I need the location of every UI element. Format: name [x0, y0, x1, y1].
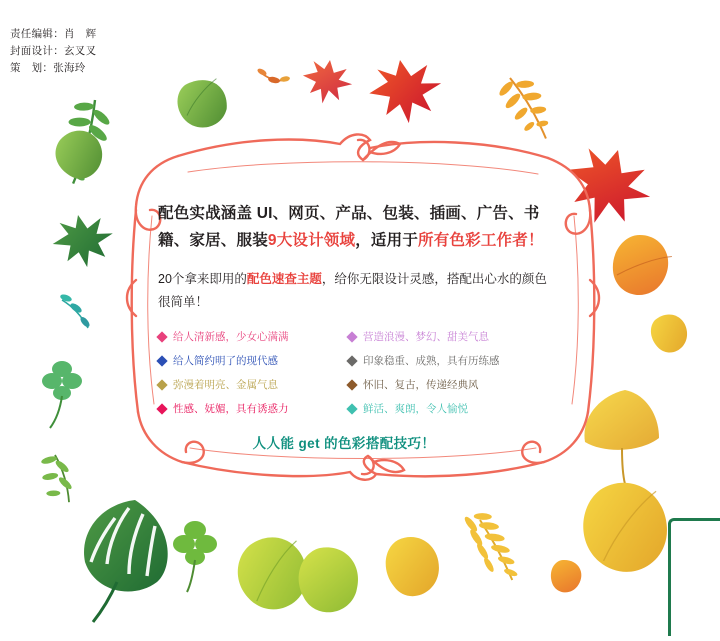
subheadline-accent: 配色速查主题 [246, 272, 322, 286]
subheadline-part2: ，给你无限设计灵感，搭配出心水的颜色很简单！ [158, 272, 547, 309]
list-item [158, 378, 340, 392]
headline-part1: 配色实战涵盖 UI、网页、产品、包装、插画、广告、书籍、家居、服装 [158, 205, 540, 249]
diamond-icon [156, 355, 167, 366]
bullet-label: 怀旧、复古，传递经典风 [363, 379, 479, 391]
footer-tagline: 人人能 get 的色彩搭配技巧！ [252, 436, 436, 451]
bullet-label: 给人简约明了的现代感 [173, 355, 278, 367]
leaf-fern-bottomright [452, 508, 529, 581]
headline-part2: ，适用于 [355, 232, 419, 249]
list-item [158, 402, 340, 416]
headline-accent-audience: 所有色彩工作者！ [418, 232, 544, 249]
leaf-sprig-orange-top [256, 67, 290, 84]
credits-block [10, 26, 96, 77]
credits-line-editor: 责任编辑：肖 辉 [10, 28, 97, 40]
bullet-label: 印象稳重、成熟，具有历练感 [363, 355, 500, 367]
list-item [158, 354, 340, 368]
leaf-clover-left [42, 361, 82, 428]
bullet-label: 营造浪漫、梦幻、甜美气息 [363, 331, 489, 343]
leaf-sprig-teal-left [59, 293, 91, 328]
bullet-label: 弥漫着明亮、金属气息 [173, 379, 278, 391]
credits-line-cover-design: 封面设计：玄叉叉 [10, 45, 97, 57]
subheadline [158, 268, 558, 314]
diamond-icon [156, 331, 167, 342]
leaf-birch-green-bottom [230, 530, 315, 617]
corner-rule [668, 518, 720, 636]
diamond-icon [346, 331, 357, 342]
headline [158, 200, 558, 254]
leaf-japanese-maple-left [49, 210, 118, 273]
diamond-icon [346, 355, 357, 366]
headline-accent-domains: 9大设计领域 [267, 232, 356, 249]
leaf-maple-red-top-large [365, 55, 446, 128]
bullet-label: 给人清新感，少女心满满 [173, 331, 289, 343]
credits-line-planner: 策 划：张海玲 [10, 62, 86, 74]
leaf-heart-green-lefttop [49, 124, 109, 185]
list-item [158, 330, 340, 344]
frame-content [158, 200, 558, 452]
leaf-small-yellow-right [646, 309, 692, 357]
list-item [348, 330, 530, 344]
diamond-icon [346, 379, 357, 390]
list-item [348, 354, 530, 368]
leaf-birch-lime-bottom [294, 544, 362, 616]
leaf-fern-topleft [48, 94, 119, 190]
bullet-label: 鲜活、爽朗，令人愉悦 [363, 403, 468, 415]
list-item [348, 378, 530, 392]
list-item [348, 402, 530, 416]
leaf-oval-orange-right [603, 226, 678, 304]
bullet-list [158, 330, 530, 416]
leaf-large-yellow-bottomright [576, 476, 674, 579]
leaf-birch-yellow-bottom [383, 535, 441, 599]
leaf-monstera-bottomleft [84, 500, 168, 622]
diamond-icon [156, 403, 167, 414]
leaf-small-orange-bottom [546, 556, 586, 597]
leaf-oval-green-topleft [173, 75, 232, 134]
diamond-icon [346, 403, 357, 414]
leaf-clover-bottomleft [173, 521, 217, 592]
leaf-sprig-green-left-lower [34, 452, 78, 502]
leaf-maple-red-top-small [299, 56, 356, 108]
bullet-label: 性感、妩媚，具有诱惑力 [173, 403, 289, 415]
diamond-icon [156, 379, 167, 390]
subheadline-part1: 20个拿来即用的 [158, 272, 247, 286]
